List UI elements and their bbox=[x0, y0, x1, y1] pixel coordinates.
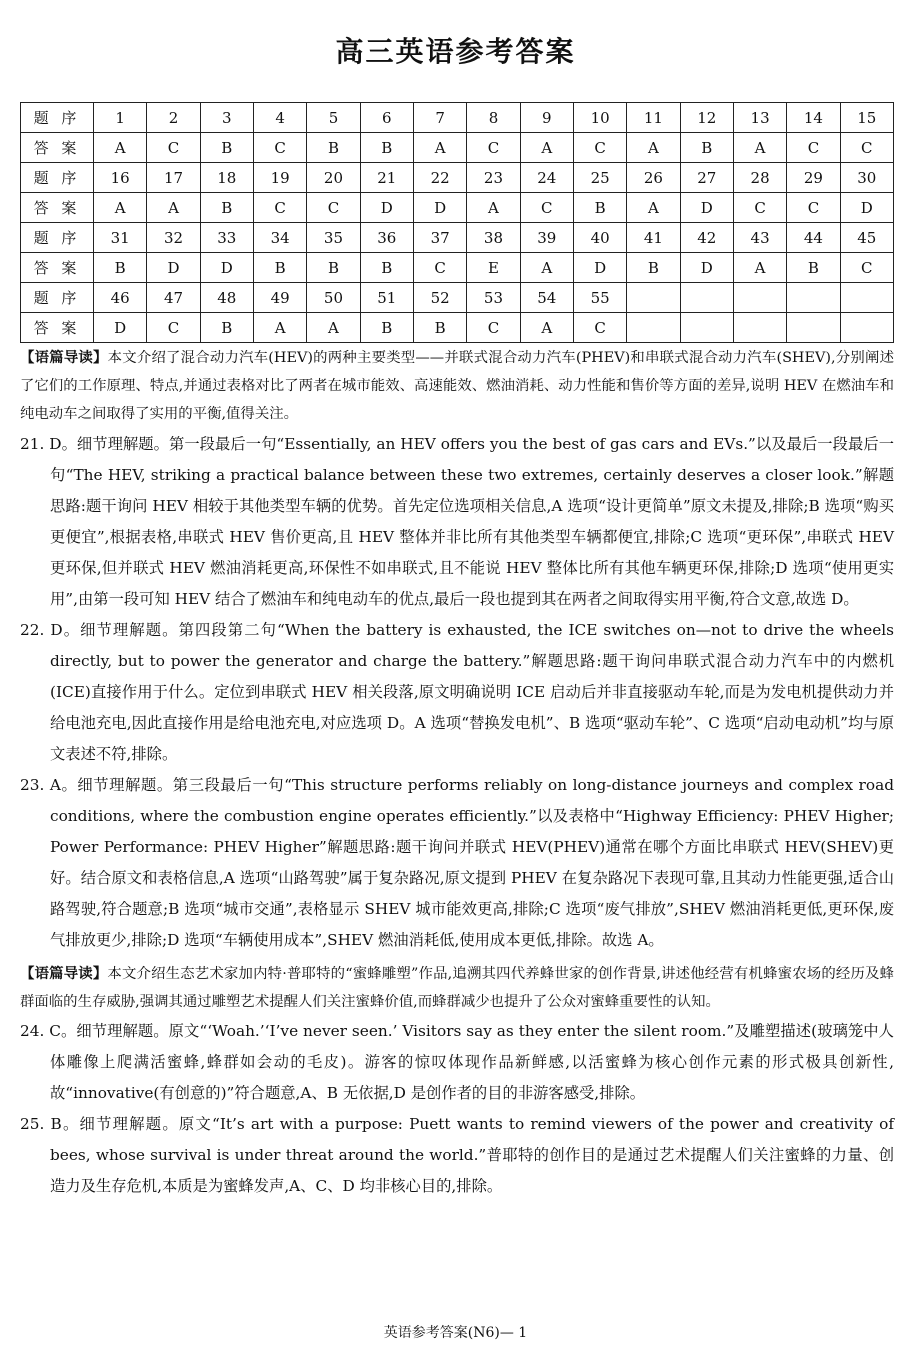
answer-cell: E bbox=[467, 253, 520, 283]
answer-cell: A bbox=[307, 313, 360, 343]
item-text: D。细节理解题。第四段第二句“When the battery is exhausted, the ICE switches on—not to drive the wheels directly, but to power the generator and charge the battery.”解题思路:题干询问串联式混合动力汽车中的内燃机(ICE)直接作用于什么。定位到串联式 HEV 相关段落,原文明确说明 ICE 启动后并非直接驱动车轮,而是为发电机提供动力并给电池充电,因此直接作用是给电池充电,对应选项 D。A 选项“替换发电机”、B 选项“驱动车轮”、C 选项“启动电动机”均与原文表述不符,排除。 bbox=[50, 620, 894, 763]
reading-guide-2 bbox=[20, 960, 894, 1016]
reading-guide-1 bbox=[20, 344, 894, 429]
question-number-cell: 42 bbox=[680, 223, 733, 253]
row-label: 答 案 bbox=[21, 133, 94, 163]
answer-cell: A bbox=[94, 133, 147, 163]
answer-cell: C bbox=[147, 133, 200, 163]
answer-cell: B bbox=[627, 253, 680, 283]
question-number-cell: 4 bbox=[253, 103, 306, 133]
question-number-cell: 13 bbox=[733, 103, 786, 133]
row-label: 答 案 bbox=[21, 313, 94, 343]
question-number-cell bbox=[680, 283, 733, 313]
question-number-cell: 43 bbox=[733, 223, 786, 253]
question-number-cell: 48 bbox=[200, 283, 253, 313]
answer-cell: D bbox=[360, 193, 413, 223]
answer-cell: D bbox=[200, 253, 253, 283]
question-number-cell: 11 bbox=[627, 103, 680, 133]
question-number-cell bbox=[840, 283, 893, 313]
answer-cell: D bbox=[573, 253, 626, 283]
question-number-cell: 39 bbox=[520, 223, 573, 253]
question-number-cell: 7 bbox=[413, 103, 466, 133]
question-number-cell: 6 bbox=[360, 103, 413, 133]
answer-cell: D bbox=[147, 253, 200, 283]
answer-cell bbox=[627, 313, 680, 343]
answer-cell bbox=[840, 313, 893, 343]
question-number-cell: 27 bbox=[680, 163, 733, 193]
item-number: 24. bbox=[20, 1022, 50, 1041]
answer-cell: A bbox=[147, 193, 200, 223]
row-label: 题 序 bbox=[21, 103, 94, 133]
row-label: 答 案 bbox=[21, 253, 94, 283]
answer-cell: D bbox=[680, 253, 733, 283]
answer-cell: C bbox=[520, 193, 573, 223]
question-number-cell: 19 bbox=[253, 163, 306, 193]
explanation-item bbox=[20, 429, 894, 615]
item-text: A。细节理解题。第三段最后一句“This structure performs reliably on long-distance journeys and complex road conditions, where the combustion engine operates efficiently.”以及表格中“Highway Efficiency: PHEV Higher; Power Performance: PHEV Higher”解题思路:题干询问并联式 HEV(PHEV)通常在哪个方面比串联式 HEV(SHEV)更好。结合原文和表格信息,A 选项“山路驾驶”属于复杂路况,原文提到 PHEV 在复杂路况下表现可靠,且其动力性能更强,适合山路驾驶,符合题意;B 选项“城市交通”,表格显示 SHEV 城市能效更高,排除;C 选项“废气排放”,SHEV 燃油消耗更低,更环保,废气排放更少,排除;D 选项“车辆使用成本”,SHEV 燃油消耗低,使用成本更低,排除。故选 A。 bbox=[49, 775, 894, 949]
question-number-cell: 12 bbox=[680, 103, 733, 133]
answer-cell: A bbox=[467, 193, 520, 223]
guide-tag: 【语篇导读】 bbox=[20, 964, 108, 982]
row-label: 答 案 bbox=[21, 193, 94, 223]
question-number-cell: 9 bbox=[520, 103, 573, 133]
question-number-cell: 53 bbox=[467, 283, 520, 313]
item-number: 21. bbox=[20, 434, 50, 453]
question-number-cell: 16 bbox=[94, 163, 147, 193]
question-number-cell bbox=[733, 283, 786, 313]
page-footer: 英语参考答案(N6)— 1 bbox=[383, 1325, 528, 1341]
answer-cell: B bbox=[573, 193, 626, 223]
question-number-cell: 21 bbox=[360, 163, 413, 193]
item-text: C。细节理解题。原文“‘Woah.’‘I’ve never seen.’ Visitors say as they enter the silent room.”及雕塑描述(玻璃笼中人体雕像上爬满活蜜蜂,蜂群如会动的毛皮)。游客的惊叹体现作品新鲜感,以活蜜蜂为核心创作元素的形式极具创新性,故“innovative(有创意的)”符合题意,A、B 无依据,D 是创作者的目的非游客感受,排除。 bbox=[49, 1022, 894, 1103]
answer-cell: B bbox=[360, 133, 413, 163]
question-number-cell: 24 bbox=[520, 163, 573, 193]
question-number-cell: 15 bbox=[840, 103, 893, 133]
answer-cell: C bbox=[413, 253, 466, 283]
answer-cell: C bbox=[253, 133, 306, 163]
question-number-cell: 17 bbox=[147, 163, 200, 193]
question-number-cell: 40 bbox=[573, 223, 626, 253]
explanation-item bbox=[20, 1109, 894, 1202]
question-number-cell: 38 bbox=[467, 223, 520, 253]
answer-cell bbox=[680, 313, 733, 343]
question-number-row bbox=[21, 103, 894, 133]
page-title: 高三英语参考答案 bbox=[335, 35, 576, 68]
answer-cell: A bbox=[253, 313, 306, 343]
answer-cell: B bbox=[200, 193, 253, 223]
question-number-cell: 18 bbox=[200, 163, 253, 193]
question-number-cell: 54 bbox=[520, 283, 573, 313]
question-number-cell: 44 bbox=[787, 223, 840, 253]
guide-tag: 【语篇导读】 bbox=[20, 349, 108, 366]
answer-cell: A bbox=[520, 253, 573, 283]
answer-row bbox=[21, 193, 894, 223]
question-number-cell: 47 bbox=[147, 283, 200, 313]
answer-cell: A bbox=[627, 133, 680, 163]
answer-cell: B bbox=[94, 253, 147, 283]
answer-cell: C bbox=[733, 193, 786, 223]
answer-cell: C bbox=[467, 313, 520, 343]
answer-cell: A bbox=[94, 193, 147, 223]
answer-cell: D bbox=[94, 313, 147, 343]
row-label: 题 序 bbox=[21, 283, 94, 313]
question-number-cell: 49 bbox=[253, 283, 306, 313]
question-number-cell: 35 bbox=[307, 223, 360, 253]
answer-cell: B bbox=[307, 253, 360, 283]
question-number-cell bbox=[627, 283, 680, 313]
explanation-item bbox=[20, 615, 894, 770]
question-number-row bbox=[21, 223, 894, 253]
answer-row bbox=[21, 253, 894, 283]
question-number-cell: 45 bbox=[840, 223, 893, 253]
row-label: 题 序 bbox=[21, 163, 94, 193]
answer-cell: A bbox=[733, 133, 786, 163]
question-number-cell bbox=[787, 283, 840, 313]
answer-cell: C bbox=[147, 313, 200, 343]
answer-cell: B bbox=[307, 133, 360, 163]
question-number-cell: 8 bbox=[467, 103, 520, 133]
answer-cell: B bbox=[200, 133, 253, 163]
guide-text: 本文介绍了混合动力汽车(HEV)的两种主要类型——并联式混合动力汽车(PHEV)和串联式混合动力汽车(SHEV),分别阐述了它们的工作原理、特点,并通过表格对比了两者在城市能效、高速能效、燃油消耗、动力性能和售价等方面的差异,说明 HEV 在燃油车和纯电动车之间取得了实用的平衡,值得关注。 bbox=[20, 350, 894, 423]
question-number-cell: 50 bbox=[307, 283, 360, 313]
answer-cell: C bbox=[787, 133, 840, 163]
answer-cell: D bbox=[680, 193, 733, 223]
question-number-cell: 3 bbox=[200, 103, 253, 133]
explanations bbox=[20, 344, 894, 1202]
question-number-cell: 20 bbox=[307, 163, 360, 193]
answer-cell: C bbox=[253, 193, 306, 223]
answer-cell bbox=[733, 313, 786, 343]
answer-cell: C bbox=[573, 133, 626, 163]
answer-cell: A bbox=[627, 193, 680, 223]
question-number-cell: 55 bbox=[573, 283, 626, 313]
question-number-cell: 46 bbox=[94, 283, 147, 313]
answer-cell: B bbox=[200, 313, 253, 343]
question-number-cell: 22 bbox=[413, 163, 466, 193]
answer-cell: C bbox=[573, 313, 626, 343]
question-number-cell: 23 bbox=[467, 163, 520, 193]
question-number-cell: 25 bbox=[573, 163, 626, 193]
answer-cell: B bbox=[413, 313, 466, 343]
question-number-cell: 30 bbox=[840, 163, 893, 193]
answer-cell: B bbox=[253, 253, 306, 283]
item-number: 22. bbox=[20, 620, 51, 639]
answer-row bbox=[21, 133, 894, 163]
answer-cell: C bbox=[840, 133, 893, 163]
explanation-item bbox=[20, 770, 894, 956]
answer-cell: C bbox=[787, 193, 840, 223]
answer-cell: A bbox=[520, 133, 573, 163]
answer-cell: B bbox=[360, 313, 413, 343]
answer-cell: C bbox=[840, 253, 893, 283]
question-number-cell: 14 bbox=[787, 103, 840, 133]
answer-table bbox=[20, 102, 894, 343]
question-number-cell: 31 bbox=[94, 223, 147, 253]
question-number-cell: 33 bbox=[200, 223, 253, 253]
question-number-cell: 28 bbox=[733, 163, 786, 193]
answer-cell: A bbox=[413, 133, 466, 163]
answer-cell: D bbox=[840, 193, 893, 223]
question-number-cell: 10 bbox=[573, 103, 626, 133]
question-number-cell: 51 bbox=[360, 283, 413, 313]
question-number-cell: 34 bbox=[253, 223, 306, 253]
item-number: 25. bbox=[20, 1115, 51, 1134]
answer-cell: C bbox=[307, 193, 360, 223]
question-number-cell: 29 bbox=[787, 163, 840, 193]
answer-cell: B bbox=[680, 133, 733, 163]
question-number-cell: 26 bbox=[627, 163, 680, 193]
question-number-cell: 52 bbox=[413, 283, 466, 313]
answer-cell: B bbox=[787, 253, 840, 283]
question-number-row bbox=[21, 283, 894, 313]
answer-cell: B bbox=[360, 253, 413, 283]
answer-cell: A bbox=[733, 253, 786, 283]
answer-row bbox=[21, 313, 894, 343]
answer-cell: D bbox=[413, 193, 466, 223]
question-number-cell: 32 bbox=[147, 223, 200, 253]
answer-cell bbox=[787, 313, 840, 343]
item-text: B。细节理解题。原文“It’s art with a purpose: Puett wants to remind viewers of the power and creativity of bees, whose survival is under threat around the world.”普耶特的创作目的是通过艺术提醒人们关注蜜蜂的力量、创造力及生存危机,本质是为蜜蜂发声,A、C、D 均非核心目的,排除。 bbox=[50, 1115, 894, 1196]
row-label: 题 序 bbox=[21, 223, 94, 253]
answer-cell: A bbox=[520, 313, 573, 343]
item-text: D。细节理解题。第一段最后一句“Essentially, an HEV offers you the best of gas cars and EVs.”以及最后一段最后一句“The HEV, striking a practical balance between these two extremes, certainly deserves a closer look.”解题思路:题干询问 HEV 相较于其他类型车辆的优势。首先定位选项相关信息,A 选项“设计更简单”原文未提及,排除;B 选项“购买更便宜”,根据表格,串联式 HEV 售价更高,且 HEV 整体并非比所有其他类型车辆都便宜,排除;C 选项“更环保”,串联式 HEV 更环保,但并联式 HEV 燃油消耗更高,环保性不如串联式,且不能说 HEV 整体比所有其他车辆更环保,排除;D 选项“使用更实用”,由第一段可知 HEV 结合了燃油车和纯电动车的优点,最后一段也提到其在两者之间取得实用平衡,符合文意,故选 D。 bbox=[49, 434, 894, 608]
answer-cell: C bbox=[467, 133, 520, 163]
item-number: 23. bbox=[20, 775, 50, 794]
guide-text: 本文介绍生态艺术家加内特·普耶特的“蜜蜂雕塑”作品,追溯其四代养蜂世家的创作背景,讲述他经营有机蜂蜜农场的经历及蜂群面临的生存威胁,强调其通过雕塑艺术提醒人们关注蜜蜂价值,而蜂群减少也提升了公众对蜜蜂重要性的认知。 bbox=[20, 965, 894, 1010]
question-number-cell: 2 bbox=[147, 103, 200, 133]
question-number-cell: 37 bbox=[413, 223, 466, 253]
question-number-cell: 1 bbox=[94, 103, 147, 133]
question-number-cell: 36 bbox=[360, 223, 413, 253]
question-number-cell: 41 bbox=[627, 223, 680, 253]
question-number-row bbox=[21, 163, 894, 193]
explanation-item bbox=[20, 1016, 894, 1109]
question-number-cell: 5 bbox=[307, 103, 360, 133]
